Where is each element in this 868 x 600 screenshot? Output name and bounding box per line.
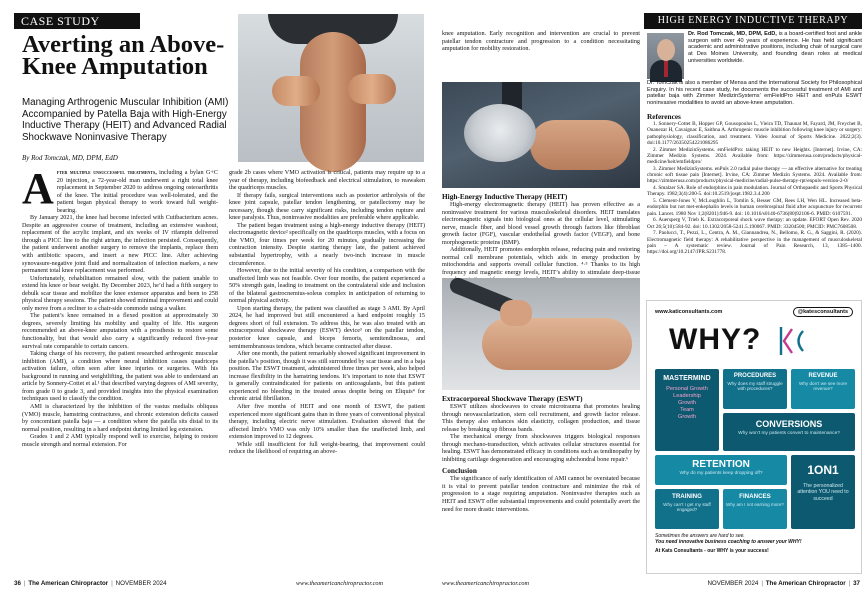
tile-1on1 — [791, 455, 855, 529]
tile-subtitle: Why don’t we see more revenue? — [799, 381, 847, 392]
reference-item: 4. Smalzer SA. Role of endorphins in pain modulation. Journal of Orthopaedic and Sports Physical Therapy. 1982;3(4):200-5. doi:10.2519/jospt.1982.3.4.200 — [647, 185, 862, 198]
paragraph: After one month, the patient remarkably showed significant improvement in the patella’s position, though it was still surrounded by scar tissue and in a baja position. The ESWT treatment, administered three times per week, also helped increase flexibility in the hamstring tendons. It’s important to note that ESWT is generally contraindicated for patients on anticoagulants, but this patient experienced no bleeding in the treated areas despite being on Eliquis⁴ for chronic atrial fibrillation. — [229, 351, 425, 403]
author-name: Dr. Rod Tomczak, MD, DPM, EdD, — [688, 31, 777, 37]
paragraph: While still insufficient for full weight-bearing, that improvement could reduce the likelihood of requiring an above- — [229, 441, 425, 456]
hand-shape — [500, 300, 532, 326]
paragraph: Upon starting therapy, the patient was classified as stage 3 AMI. By April 2024, he had improved but still encountered a hard endpoint roughly 15 degrees short of full extension. To address this, he was also treated with an extracorporeal shockwave therapy (ESWT) device³ on the patellar tendon, posterior knee capsule, and biceps femoris, semitendinosus, and semimembranosus tendons, which became contracted after disuse. — [229, 305, 425, 350]
reference-item: 3. Zimmer MedizinSystems. enPuls 2.0 radial pulse therapy — an effective alternative for treating chronic soft tissue pain [Internet]. Irvine, CA: Zimmer Medizin Systems. 2024. Available from: https://zimmerusa.com/products/physical-medicine/radial-pulse-therapy-rpt/enpuls-version-2-0/ — [647, 165, 862, 185]
article-subhead: Managing Arthrogenic Muscular Inhibition (AMI) Accompanied by Patella Baja with High-Energy Inductive Therapy (HEIT) and Advanced Radial Shockwave Noninvasive Therapy — [22, 97, 229, 143]
tile-conversions — [723, 413, 855, 451]
paragraph: Additionally, HEIT promotes endorphin release, reducing pain and restoring normal cell membrane potentials, which aids in energy production by mitochondria and supports overall cellular function. ⁴·⁵ Thanks to its high frequency and magnetic energy levels, HEIT’s ability to stimulate deep-tissue — [442, 247, 640, 276]
eswt-device-photo — [442, 278, 640, 390]
paragraph: AMI is characterized by the inhibition of the vastus medialis obliquus (VMO) muscle, hamstring contractures, and chronic extension deficits caused by concomitant patella baja — a condition where the patella sits distal to its normal position, resulting in a hard endpoint during limited leg extension. — [22, 403, 218, 433]
page-number: 36 — [14, 580, 21, 587]
page-number: 37 — [853, 580, 860, 587]
ad-social-handle[interactable]: @katesconsultants — [793, 307, 853, 317]
paragraph: ESWT utilizes shockwaves to create microtrauma that promotes healing through neovascularization, stem cell recruitment, and growth factor release. This therapy also enhances skin elasticity, collagen production, and tissue release by breaking up fibrous bands. — [442, 404, 640, 433]
heit-device-photo — [442, 82, 640, 188]
magazine-name: The American Chiropractor — [28, 580, 109, 587]
tile-title: REVENUE — [808, 373, 838, 379]
paragraph: The patient began treatment using a high-energy inductive therapy (HEIT) electromagnetic device² specifically on the quadriceps muscles, with a focus on the VMO, four times per week for 20 minutes, gradually increasing the contraction intensity. Despite starting therapy late, the patient achieved substantial hypertrophy, with a nearly two-inch increase in muscle circumference. — [229, 222, 425, 267]
ad-line-1: Sometimes the answers are hard to see. — [655, 533, 745, 539]
article-headline: Averting an Above-Knee Amputation — [22, 31, 225, 80]
tile-subtitle: Why am I not earning more? — [726, 502, 784, 507]
kats-consultants-ad[interactable] — [646, 300, 862, 574]
tile-retention — [655, 455, 787, 485]
ad-line-3: At Kats Consultants - our WHY is your success! — [655, 548, 769, 555]
paragraph: Grades 1 and 2 AMI typically respond well to exercise, helping to restore muscle strength and normal extension. For — [22, 434, 218, 448]
page-gutter — [430, 0, 438, 600]
tile-title: TRAINING — [672, 493, 702, 500]
ad-website[interactable]: www.katiconsultants.com — [655, 309, 723, 315]
section-tag: CASE STUDY — [14, 13, 140, 29]
right-column-1-top — [442, 31, 640, 79]
footer-folio: NOVEMBER 2024 | The American Chiropractor | 37 — [707, 580, 860, 587]
tile-subtitle: The personalized attention YOU need to succeed — [797, 483, 849, 502]
reference-item: 1. Sonnery-Cottet B, Hopper GP, Gousopoulos L, Vieira TD, Thaunat M, Fayard, JM, Freychet B, Ouanezar H, Cavaignac E, Saithna A. Arthrogenic muscle inhibition following knee injury or surgery: pathophysiology, classification, and treatment. Video Journal of Sports Medicine. 2022;2(3). doi:10.1177/26350254221086295 — [647, 121, 862, 146]
paragraph: The significance of early identification of AMI cannot be overstated because it is vital to prevent patellar tendon contracture and minimize the risk of progression to a stage requiring amputation. Noninvasive therapies such as HEIT and ESWT offer substantial improvements and could potentially avert the need for more drastic interventions. — [442, 476, 640, 513]
tile-title: MASTERMIND — [663, 375, 711, 382]
left-column-1 — [22, 164, 218, 575]
knee-photo — [238, 14, 424, 162]
tile-finances — [723, 489, 787, 529]
tile-subtitle: Why do my patients keep dropping off? — [679, 471, 763, 476]
tile-title: RETENTION — [692, 459, 750, 470]
heit-section — [442, 190, 640, 276]
ad-line-2: You need innovative business coaching to answer your WHY! — [655, 539, 802, 546]
reference-item: 2. Zimmer MedizinSystems. emFieldPro: taking HEIT to new Heights. [Internet]. Irvine, CA: Zimmer Medizin Systems. 2024. Available from: https://zimmerusa.com/products/physical-medicine/heit/emfieldpro/ — [647, 146, 862, 165]
coil-applicator-shape — [464, 104, 536, 162]
author-bio — [688, 31, 862, 81]
lead-paragraph — [22, 164, 218, 215]
left-page — [0, 0, 430, 600]
paragraph: The mechanical energy from shockwaves triggers biological responses through mechano-transduction, which activates cellular structures essential for healing. ESWT has demonstrated efficacy in conditions such as tendinopathy by inhibiting cartilage degeneration and encouraging subchondral bone repair.⁶ — [442, 434, 640, 463]
ad-tagline — [655, 533, 855, 555]
paragraph: knee amputation. Early recognition and intervention are crucial to prevent patellar tendon contracture and progression to a condition necessitating amputation for mobility restoration. — [442, 31, 640, 53]
paragraph: After five months of HEIT and one month of ESWT, the patient experienced more significant gains than in three years of conventional physical therapy, including electric nerve stimulation. Evaluation showed that the affected limb’s VMO was only 10% smaller than the unaffected limb, and extension improved to 12 degrees. — [229, 403, 425, 441]
leg-shape — [482, 318, 632, 370]
article-byline: By Rod Tomczak, MD, DPM, EdD — [22, 154, 118, 162]
tile-title: CONVERSIONS — [755, 419, 823, 429]
tile-training — [655, 489, 719, 529]
tile-mastermind — [655, 369, 719, 451]
tile-title: PROCEDURES — [733, 373, 777, 379]
left-hand-shape — [272, 76, 320, 106]
footer-folio: 36 | The American Chiropractor | NOVEMBER 2024 — [14, 580, 167, 587]
tile-subtitle: Why won’t my patients convert to maintenance? — [738, 431, 840, 436]
section-tag: HIGH ENERGY INDUCTIVE THERAPY — [644, 13, 862, 29]
reference-item: 7. Paolucci, T., Pezzi, L., Centra, A. M., Giannandrea, N., Bellomo, R. G., & Saggini, R. (2020). Electromagnetic field therapy: A rehabilitative perspective in the management of musculoskeletal pain – A systematic review. Journal of Pain Research, 13, 1385–1400. https://doi.org/10.2147/JPR.S231778. — [647, 230, 862, 255]
right-hand-shape — [348, 74, 396, 104]
reference-item: 5. Clement-Jones V, McLoughlin L, Tomlin S, Besser GM, Rees LH, Wen HL. Increased beta-endorphin but not met-enkephalin levels in human cerebrospinal fluid after acupuncture for recurrent pain. Lancet. 1980 Nov 1;2(8201):946-9. doi: 10.1016/s0140-6736(80)92106-6. PMID: 6107591. — [647, 198, 862, 217]
tile-subtitle: Why does my staff struggle with procedures? — [727, 381, 783, 392]
right-page — [438, 0, 868, 600]
author-bio-text-continued: Dr. Tomczak is also a member of Mensa and the International Society for Philosophical Enquiry. In his recent case study, he documents the successful treatment of AMI and patellar baja with Zimmer MedizinSystems’ emFieldPro HEIT and enPuls ESWT noninvasive modalities to avoid an above-knee amputation. — [647, 80, 862, 107]
ad-headline: WHY? — [669, 323, 762, 356]
references-list — [647, 121, 862, 309]
knee-shape — [530, 120, 630, 170]
tile-title: FINANCES — [739, 493, 771, 500]
footer-url[interactable]: www.theamericanchiropractor.com — [296, 580, 383, 587]
drop-cap: A — [22, 164, 54, 213]
paragraph: High-energy electromagnetic therapy (HEIT) has proven effective as a noninvasive treatment for various musculoskeletal disorders. HEIT translates electromagnetic signals into biological ones at the cellular level, stimulating nerve, muscle fiber, and blood vessel growth through factors like fibroblast growth factor (FGF), vascular endothelial growth factor (VEGF), and bone morphogenetic proteins (BMP). — [442, 202, 640, 246]
magazine-name: The American Chiropractor — [765, 580, 846, 587]
reference-item: 6. Auersperg V, Trieb K. Extracorporeal shock wave therapy: an update. EFORT Open Rev. 2020 Oct 26;5(10):584-92. doi: 10.1302/2058-5241.5.190067. PMID: 33204500; PMCID: PMC7608508. — [647, 217, 862, 230]
author-tie-shape — [664, 61, 668, 77]
paragraph: Unfortunately, rehabilitation remained slow, with the patient unable to extend his knee or bear weight. By December 2023, he’d had a fifth surgery to debulk scar tissue and mobilize the knee extensor apparatus and been to 258 physical therapy sessions. The patient showed minimal improvement and could only move from a recliner to a chair-side commode using a walker. — [22, 275, 218, 312]
author-head-shape — [657, 39, 675, 61]
references-heading: References — [647, 112, 681, 121]
tile-revenue — [791, 369, 855, 409]
section-heading: High-Energy Inductive Therapy (HEIT) — [442, 192, 568, 201]
paragraph: Taking charge of his recovery, the patient researched arthrogenic muscular inhibition (AMI), a condition where neural inhibition causes quadriceps activation failure, often seen after knee injuries or surgeries. With his background in running and weightlifting, the patient was able to understand an article by Sonnery-Cottet et al.¹ that described varying degrees of AMI severity, from grade 0 to grade 3, and provided insights into the physical examination techniques used to classify the condition. — [22, 351, 218, 403]
issue-date: NOVEMBER 2024 — [707, 580, 759, 587]
paragraph: By January 2021, the knee had become infected with Cutibacterium acnes. Despite an aggressive course of treatment, including an extensive washout, replacement of the acrylic implant, and six weeks of IV rifampin delivered through a PICC line to the right atrium, the infection persisted. Consequently, the patient underwent another surgery to remove the implants, replace them with antibiotic spacers, and insert a new PICC line. After achieving synovasure-negative joint fluid and normalization of infection markers, a new permanent total knee replacement was performed. — [22, 215, 218, 275]
section-heading: Extracorporeal Shockwave Therapy (ESWT) — [442, 394, 583, 403]
issue-date: NOVEMBER 2024 — [115, 580, 167, 587]
left-column-2 — [229, 170, 425, 575]
footer-url[interactable]: www.theamericanchiropractor.com — [442, 580, 529, 587]
tile-title: 1ON1 — [807, 463, 839, 477]
author-bio-continued — [647, 80, 862, 106]
paragraph: The patient’s knee remained in a flexed position at approximately 30 degrees, severely limiting his mobility and quality of life. His surgeon recommended an above-knee amputation with a prosthesis to restore some functionality, but that would also carry a significantly reduced five-year survival rate comparable to certain cancers. — [22, 313, 218, 350]
kc-logo-icon — [777, 325, 807, 357]
author-bio-text: is a board-certified foot and ankle surgeon with over 40 years of experience. He has held significant academic and administrative positions, including chair of surgical care at Des Moines University, and founding dean roles at medical universities worldwide. — [688, 31, 862, 64]
tile-subtitle: Personal Growth Leadership Growth Team Growth — [666, 386, 708, 420]
eswt-section — [442, 392, 640, 575]
lead-rest: including a bylan G+C 20 injection, a 72-year-old man underwent a right total knee replacement in September 2020 to address ongoing osteoarthritis of the knee. The initial procedure was well-tolerated, and the patient began physical therapy to work toward full weight-bearing. — [56, 170, 218, 214]
author-photo — [647, 33, 684, 79]
tile-subtitle: Why can’t I get my staff engaged? — [663, 502, 711, 513]
paragraph: If therapy fails, surgical interventions such as posterior arthrolysis of the knee joint capsule, patellar tendon lengthening, or patellectomy may be necessary, though these carry significant risks, including tendon rupture and knee paralysis. Thus, noninvasive modalities are preferable where applicable. — [229, 192, 425, 222]
section-heading: Conclusion — [442, 466, 477, 476]
paragraph: grade 2b cases where VMO activation is critical, patients may require up to a year of therapy, including biofeedback and electrical stimulation, to reawaken the quadriceps muscles. — [229, 170, 425, 192]
tile-procedures — [723, 369, 787, 409]
paragraph: However, due to the initial severity of his condition, a comparison with the unaffected limb was not feasible. Over four months, the patient experienced a 50% strength gain, leading to treatment on the contralateral side and inclusion of the bilateral gastrocnemius-soleus complex in anticipation of returning to normal physical activity. — [229, 268, 425, 305]
lead-caps: fter multiple unsuccessful treatments, — [56, 170, 157, 176]
